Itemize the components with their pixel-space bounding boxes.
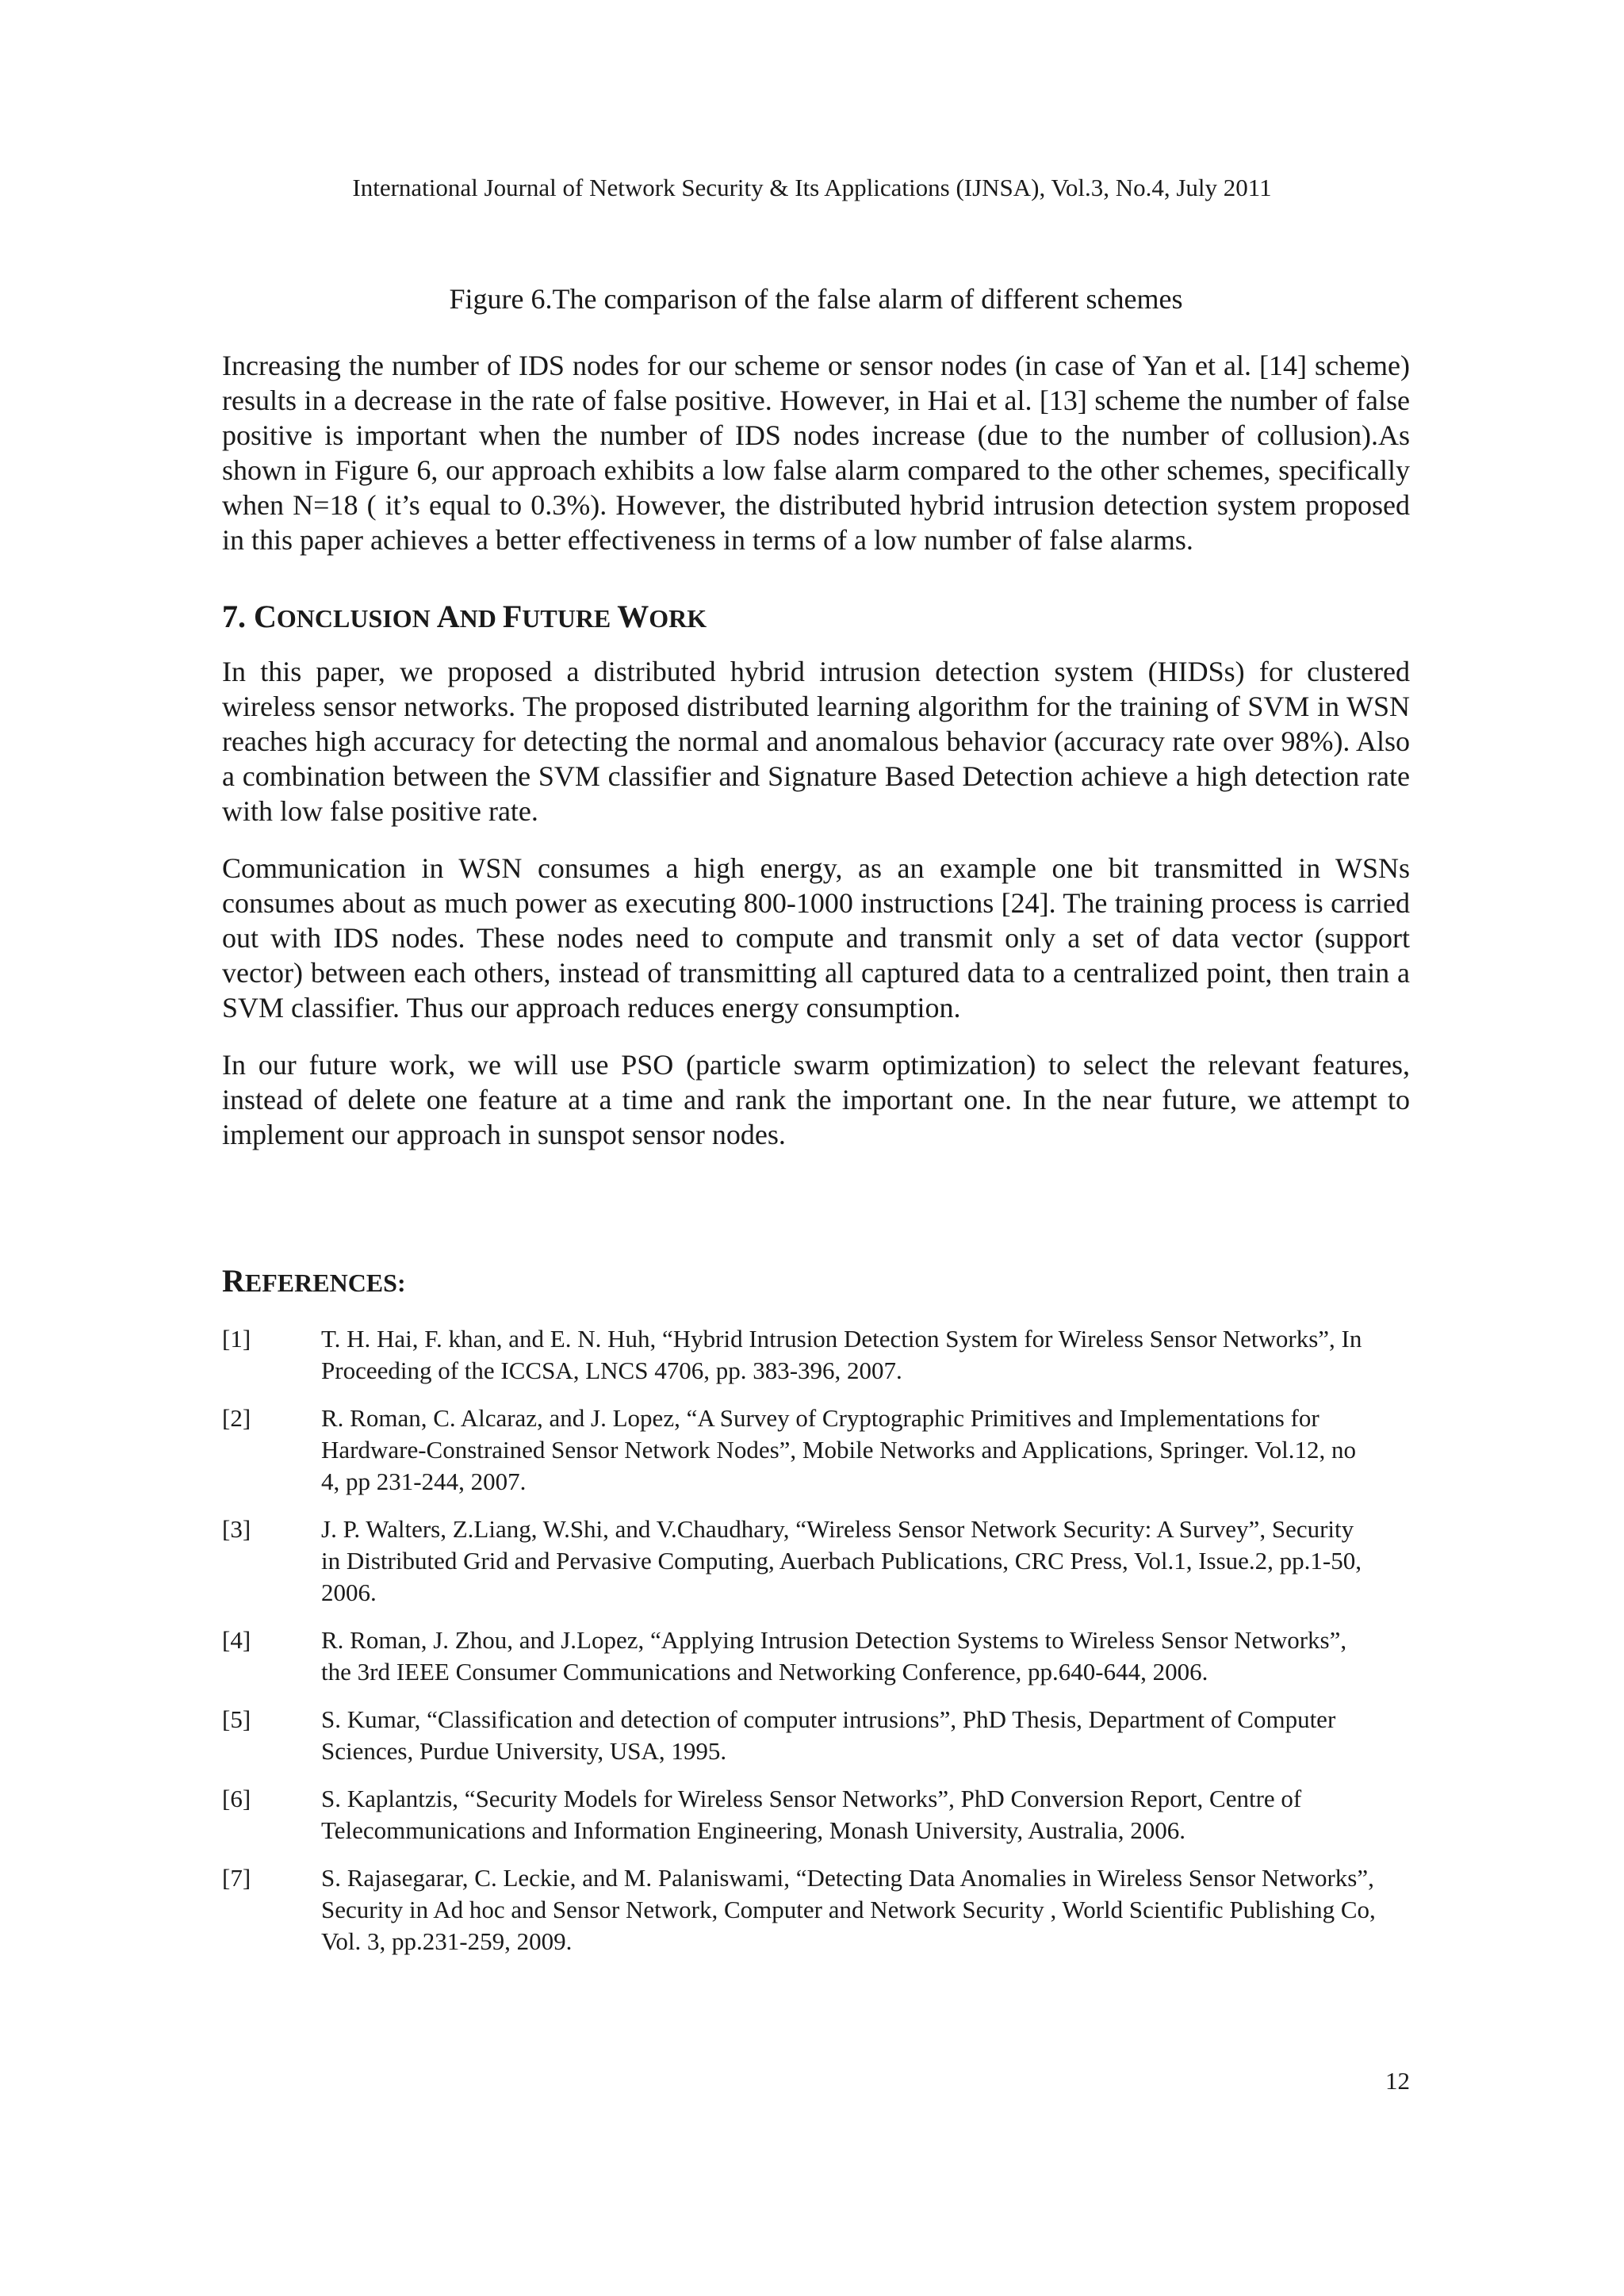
running-header: International Journal of Network Security & Its Applications (IJNSA), Vol.3, No.4, July 2011 — [352, 174, 1272, 201]
reference-number: [4] — [222, 1626, 251, 1654]
reference-number: [6] — [222, 1785, 251, 1812]
reference-text: T. H. Hai, F. khan, and E. N. Huh, “Hybrid Intrusion Detection System for Wireless Sensor Networks”, In Proceeding of the ICCSA, LNCS 4706, pp. 383-396, 2007. — [321, 1325, 1362, 1384]
page-content — [222, 281, 1410, 1973]
heading-letter: C — [254, 599, 277, 634]
reference-number: [3] — [222, 1515, 251, 1543]
reference-text: J. P. Walters, Z.Liang, W.Shi, and V.Chaudhary, “Wireless Sensor Network Security: A Survey”, Security in Distributed Grid and Pervasive Computing, Auerbach Publications, CRC Press, Vol.1, Issue.2, pp.1-50, 2006. — [321, 1515, 1362, 1606]
heading-letter: F — [502, 599, 523, 634]
figure-caption: Figure 6.The comparison of the false alarm of different schemes — [449, 283, 1183, 315]
section-number: 7. — [222, 599, 254, 634]
reference-text: S. Kumar, “Classification and detection of computer intrusions”, PhD Thesis, Department of Computer Sciences, Purdue University, USA, 1995. — [321, 1705, 1336, 1765]
reference-item — [222, 1513, 1410, 1609]
heading-smallcaps: EFERENCES: — [244, 1269, 406, 1297]
reference-number: [5] — [222, 1705, 251, 1733]
heading-letter: R — [222, 1263, 245, 1299]
heading-smallcaps: UTURE — [522, 604, 618, 633]
section-heading-conclusion — [222, 597, 1410, 638]
reference-number: [1] — [222, 1325, 251, 1353]
body-paragraph: In this paper, we proposed a distributed hybrid intrusion detection system (HIDSs) for clustered wireless sensor networks. The proposed distributed learning algorithm for the training of SVM in WSN reaches high accuracy for detecting the normal and anomalous behavior (accuracy rate over 98%). Also a combination between the SVM classifier and Signature Based Detection achieve a high detection rate with low false positive rate. — [222, 656, 1410, 827]
heading-smallcaps: ORK — [649, 604, 707, 633]
reference-number: [7] — [222, 1864, 251, 1892]
heading-smallcaps: ND — [459, 604, 503, 633]
body-paragraph: Communication in WSN consumes a high energy, as an example one bit transmitted in WSNs consumes about as much power as executing 800-1000 instructions [24]. The training process is carried out with IDS nodes. These nodes need to compute and transmit only a set of data vector (support vector) between each others, instead of transmitting all captured data to a centralized point, then train a SVM classifier. Thus our approach reduces energy consumption. — [222, 852, 1410, 1024]
page-number: 12 — [1385, 2067, 1410, 2095]
reference-number: [2] — [222, 1404, 251, 1432]
heading-letter: A — [436, 599, 460, 634]
reference-text: R. Roman, C. Alcaraz, and J. Lopez, “A Survey of Cryptographic Primitives and Implementations for Hardware-Constrained Sensor Network Nodes”, Mobile Networks and Applications, Springer. Vol.12, no 4, pp 231-244, 2007. — [321, 1404, 1356, 1495]
reference-list — [222, 1323, 1410, 1957]
reference-item — [222, 1704, 1410, 1767]
heading-letter: W — [617, 599, 649, 634]
reference-text: S. Kaplantzis, “Security Models for Wireless Sensor Networks”, PhD Conversion Report, Centre of Telecommunications and Information Engineering, Monash University, Australia, 2006. — [321, 1785, 1302, 1844]
reference-item — [222, 1402, 1410, 1498]
reference-item — [222, 1624, 1410, 1688]
reference-text: S. Rajasegarar, C. Leckie, and M. Palaniswami, “Detecting Data Anomalies in Wireless Sensor Networks”, Security in Ad hoc and Sensor Network, Computer and Network Security , World Scientific Publishing Co, Vol. 3, pp.231-259, 2009. — [321, 1864, 1376, 1955]
reference-item — [222, 1783, 1410, 1846]
reference-item — [222, 1323, 1410, 1387]
heading-smallcaps: ONCLUSION — [276, 604, 437, 633]
reference-text: R. Roman, J. Zhou, and J.Lopez, “Applying Intrusion Detection Systems to Wireless Sensor Networks”, the 3rd IEEE Consumer Communications and Networking Conference, pp.640-644, 2006. — [321, 1626, 1347, 1686]
body-paragraph: Increasing the number of IDS nodes for our scheme or sensor nodes (in case of Yan et al. [14] scheme) results in a decrease in the rate of false positive. However, in Hai et al. [13] scheme the number of false positive is important when the number of IDS nodes increase (due to the number of collusion).As shown in Figure 6, our approach exhibits a low false alarm compared to the other schemes, specifically when N=18 ( it’s equal to 0.3%). However, the distributed hybrid intrusion detection system proposed in this paper achieves a better effectiveness in terms of a low number of false alarms. — [222, 350, 1410, 556]
reference-item — [222, 1862, 1410, 1957]
body-paragraph: In our future work, we will use PSO (particle swarm optimization) to select the relevant features, instead of delete one feature at a time and rank the important one. In the near future, we attempt to implement our approach in sunspot sensor nodes. — [222, 1049, 1410, 1150]
references-heading — [222, 1261, 1410, 1303]
